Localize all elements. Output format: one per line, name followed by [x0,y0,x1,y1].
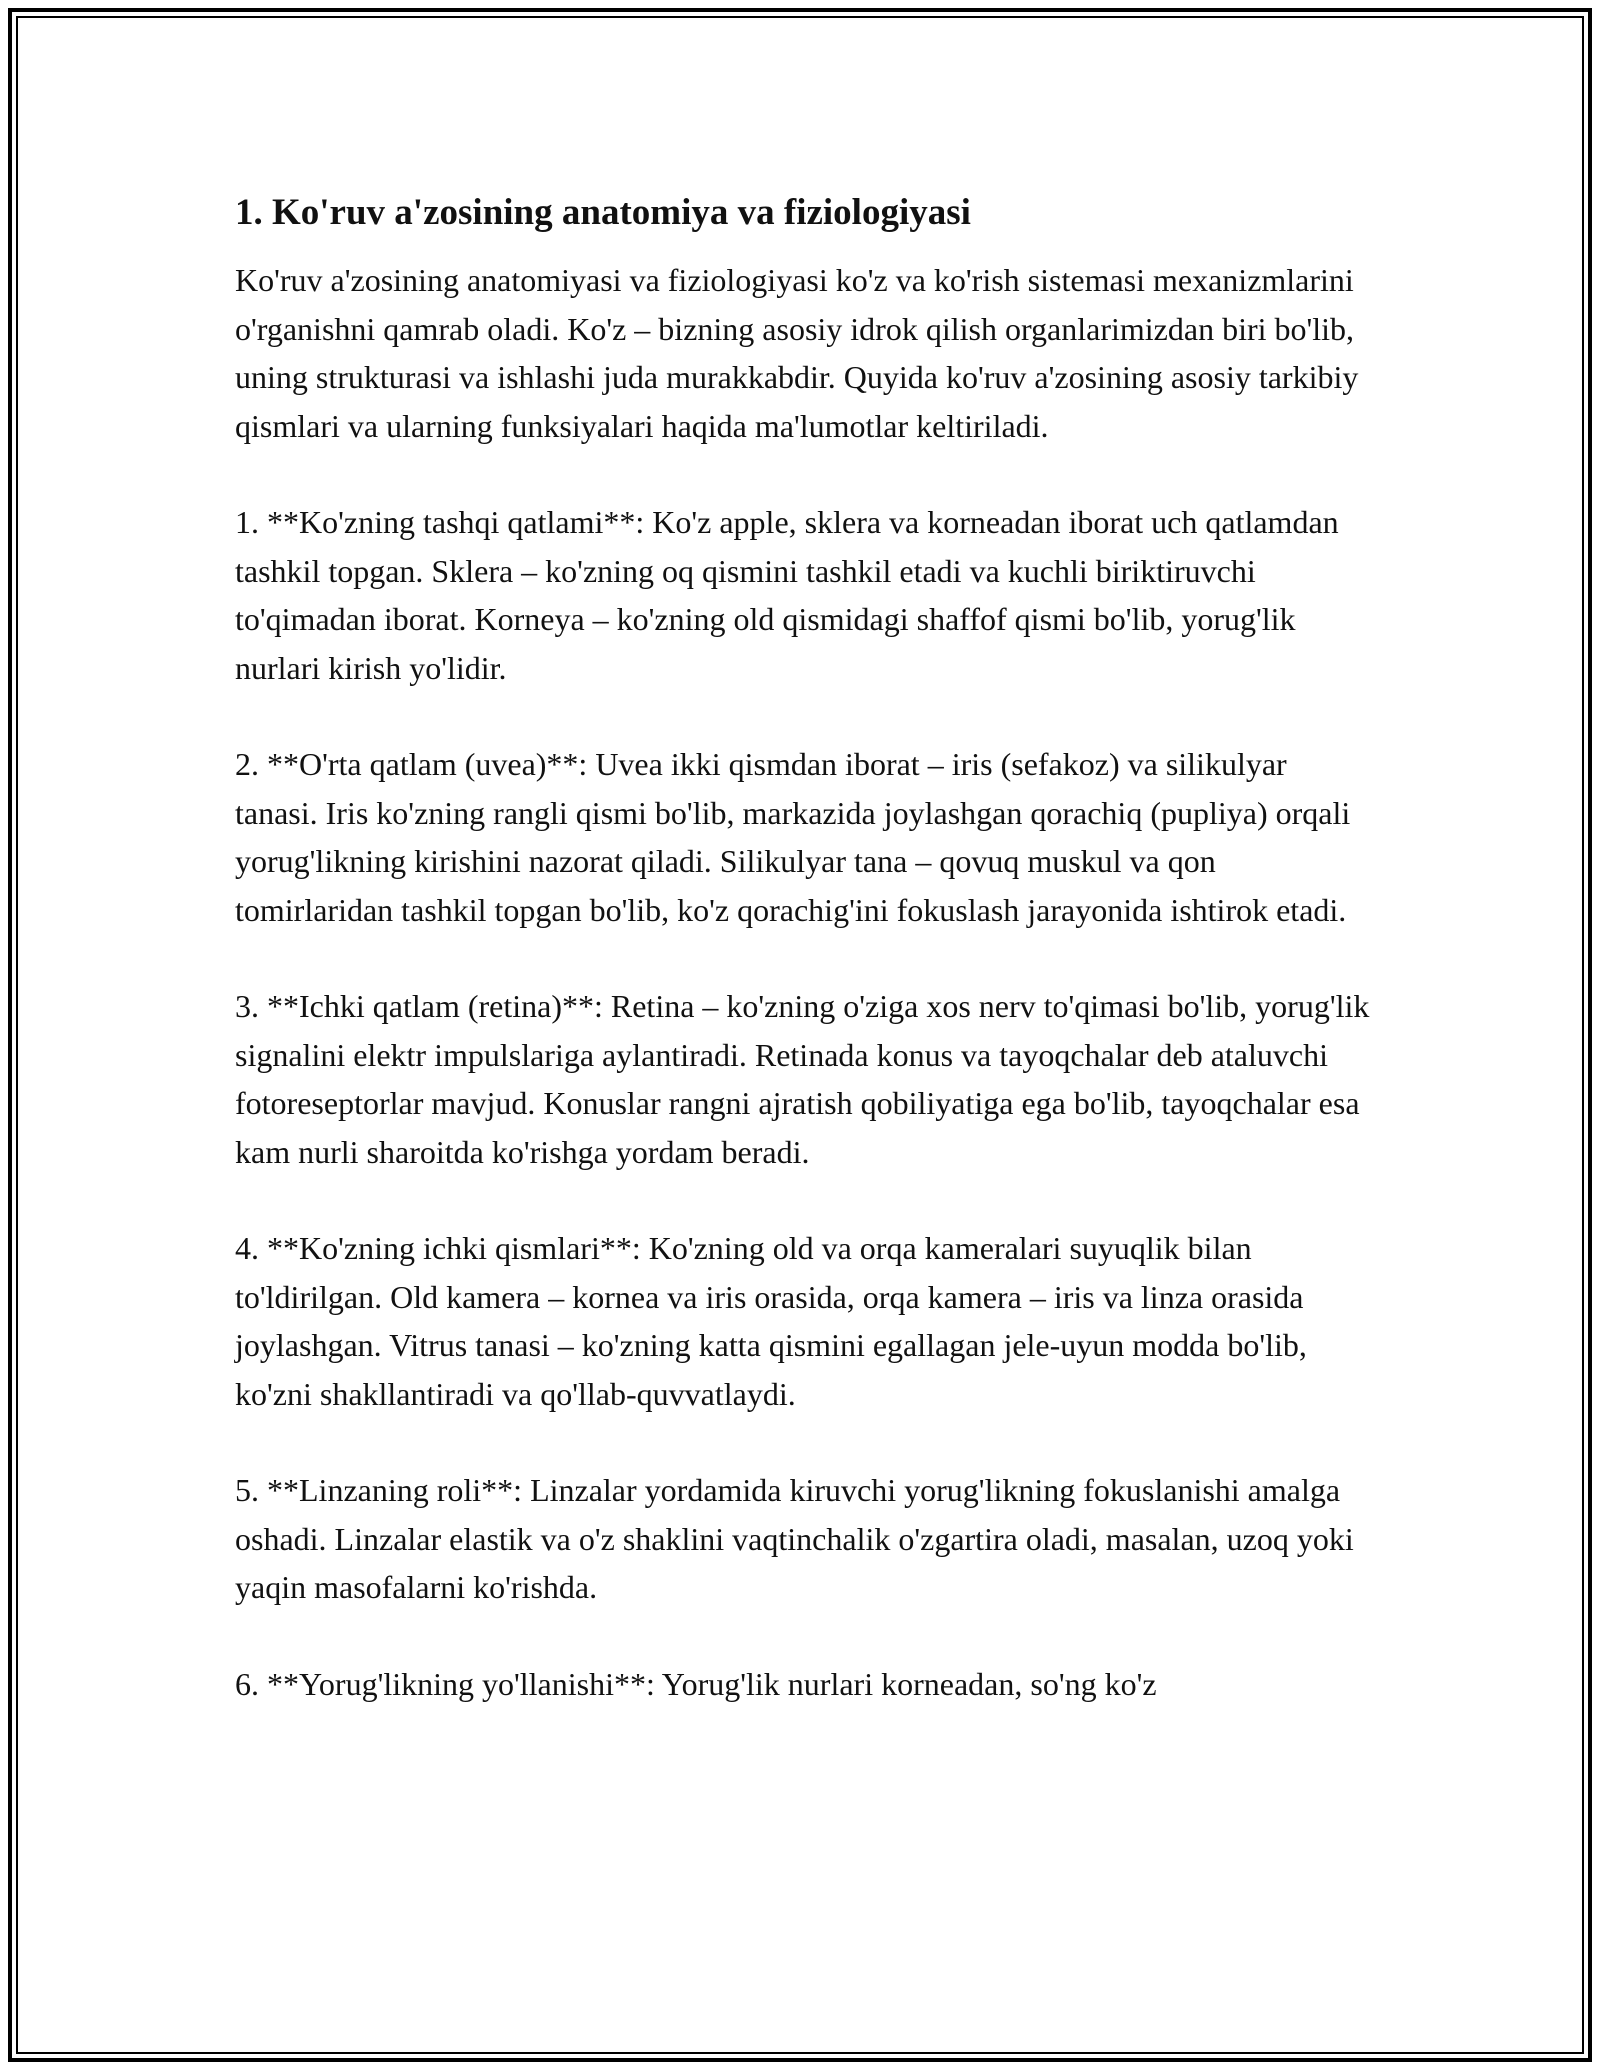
paragraph-light-path: 6. **Yorug'likning yo'llanishi**: Yorug'lik nurlari korneadan, so'ng ko'z [235,1665,1157,1702]
paragraph-middle-layer: 2. **O'rta qatlam (uvea)**: Uvea ikki qismdan iborat – iris (sefakoz) va silikulyar tanasi. Iris ko'zning rangli qismi bo'lib, markazida joylashgan qorachiq (pupliya) orqali yorug'likning kirishini nazorat qiladi. Silikulyar tana – qovuq muskul va qon tomirlaridan tashkil topgan bo'lib, ko'z qorachig'ini fokuslash jarayonida ishtirok etadi. [235,746,1351,928]
paragraph-outer-layer: 1. **Ko'zning tashqi qatlami**: Ko'z apple, sklera va korneadan iborat uch qatlamdan tashkil topgan. Sklera – ko'zning oq qismini tashkil etadi va kuchli biriktiruvchi to'qimadan iborat. Korneya – ko'zning old qismidagi shaffof qismi bo'lib, yorug'lik nurlari kirish yo'lidir. [235,504,1339,686]
page-title: 1. Ko'ruv a'zosining anatomiya va fiziologiyasi [235,192,971,233]
document-body [235,188,1375,1756]
paragraph-lens-role: 5. **Linzaning roli**: Linzalar yordamida kiruvchi yorug'likning fokuslanishi amalga oshadi. Linzalar elastik va o'z shaklini vaqtinchalik o'zgartira oladi, masalan, uzoq yoki yaqin masofalarni ko'rishda. [235,1472,1354,1605]
intro-paragraph: Ko'ruv a'zosining anatomiyasi va fiziologiyasi ko'z va ko'rish sistemasi mexanizmlarini o'rganishni qamrab oladi. Ko'z – bizning asosiy idrok qilish organlarimizdan biri bo'lib, uning strukturasi va ishlashi juda murakkabdir. Quyida ko'ruv a'zosining asosiy tarkibiy qismlari va ularning funksiyalari haqida ma'lumotlar keltiriladi. [235,262,1359,444]
paragraph-inner-parts: 4. **Ko'zning ichki qismlari**: Ko'zning old va orqa kameralari suyuqlik bilan to'ldirilgan. Old kamera – kornea va iris orasida, orqa kamera – iris va linza orasida joylashgan. Vitrus tanasi – ko'zning katta qismini egallagan jele-uyun modda bo'lib, ko'zni shakllantiradi va qo'llab-quvvatlaydi. [235,1230,1307,1412]
paragraph-inner-layer: 3. **Ichki qatlam (retina)**: Retina – ko'zning o'ziga xos nerv to'qimasi bo'lib, yorug'lik signalini elektr impulslariga aylantiradi. Retinada konus va tayoqchalar deb ataluvchi fotoreseptorlar mavjud. Konuslar rangni ajratish qobiliyatiga ega bo'lib, tayoqchalar esa kam nurli sharoitda ko'rishga yordam beradi. [235,988,1370,1170]
